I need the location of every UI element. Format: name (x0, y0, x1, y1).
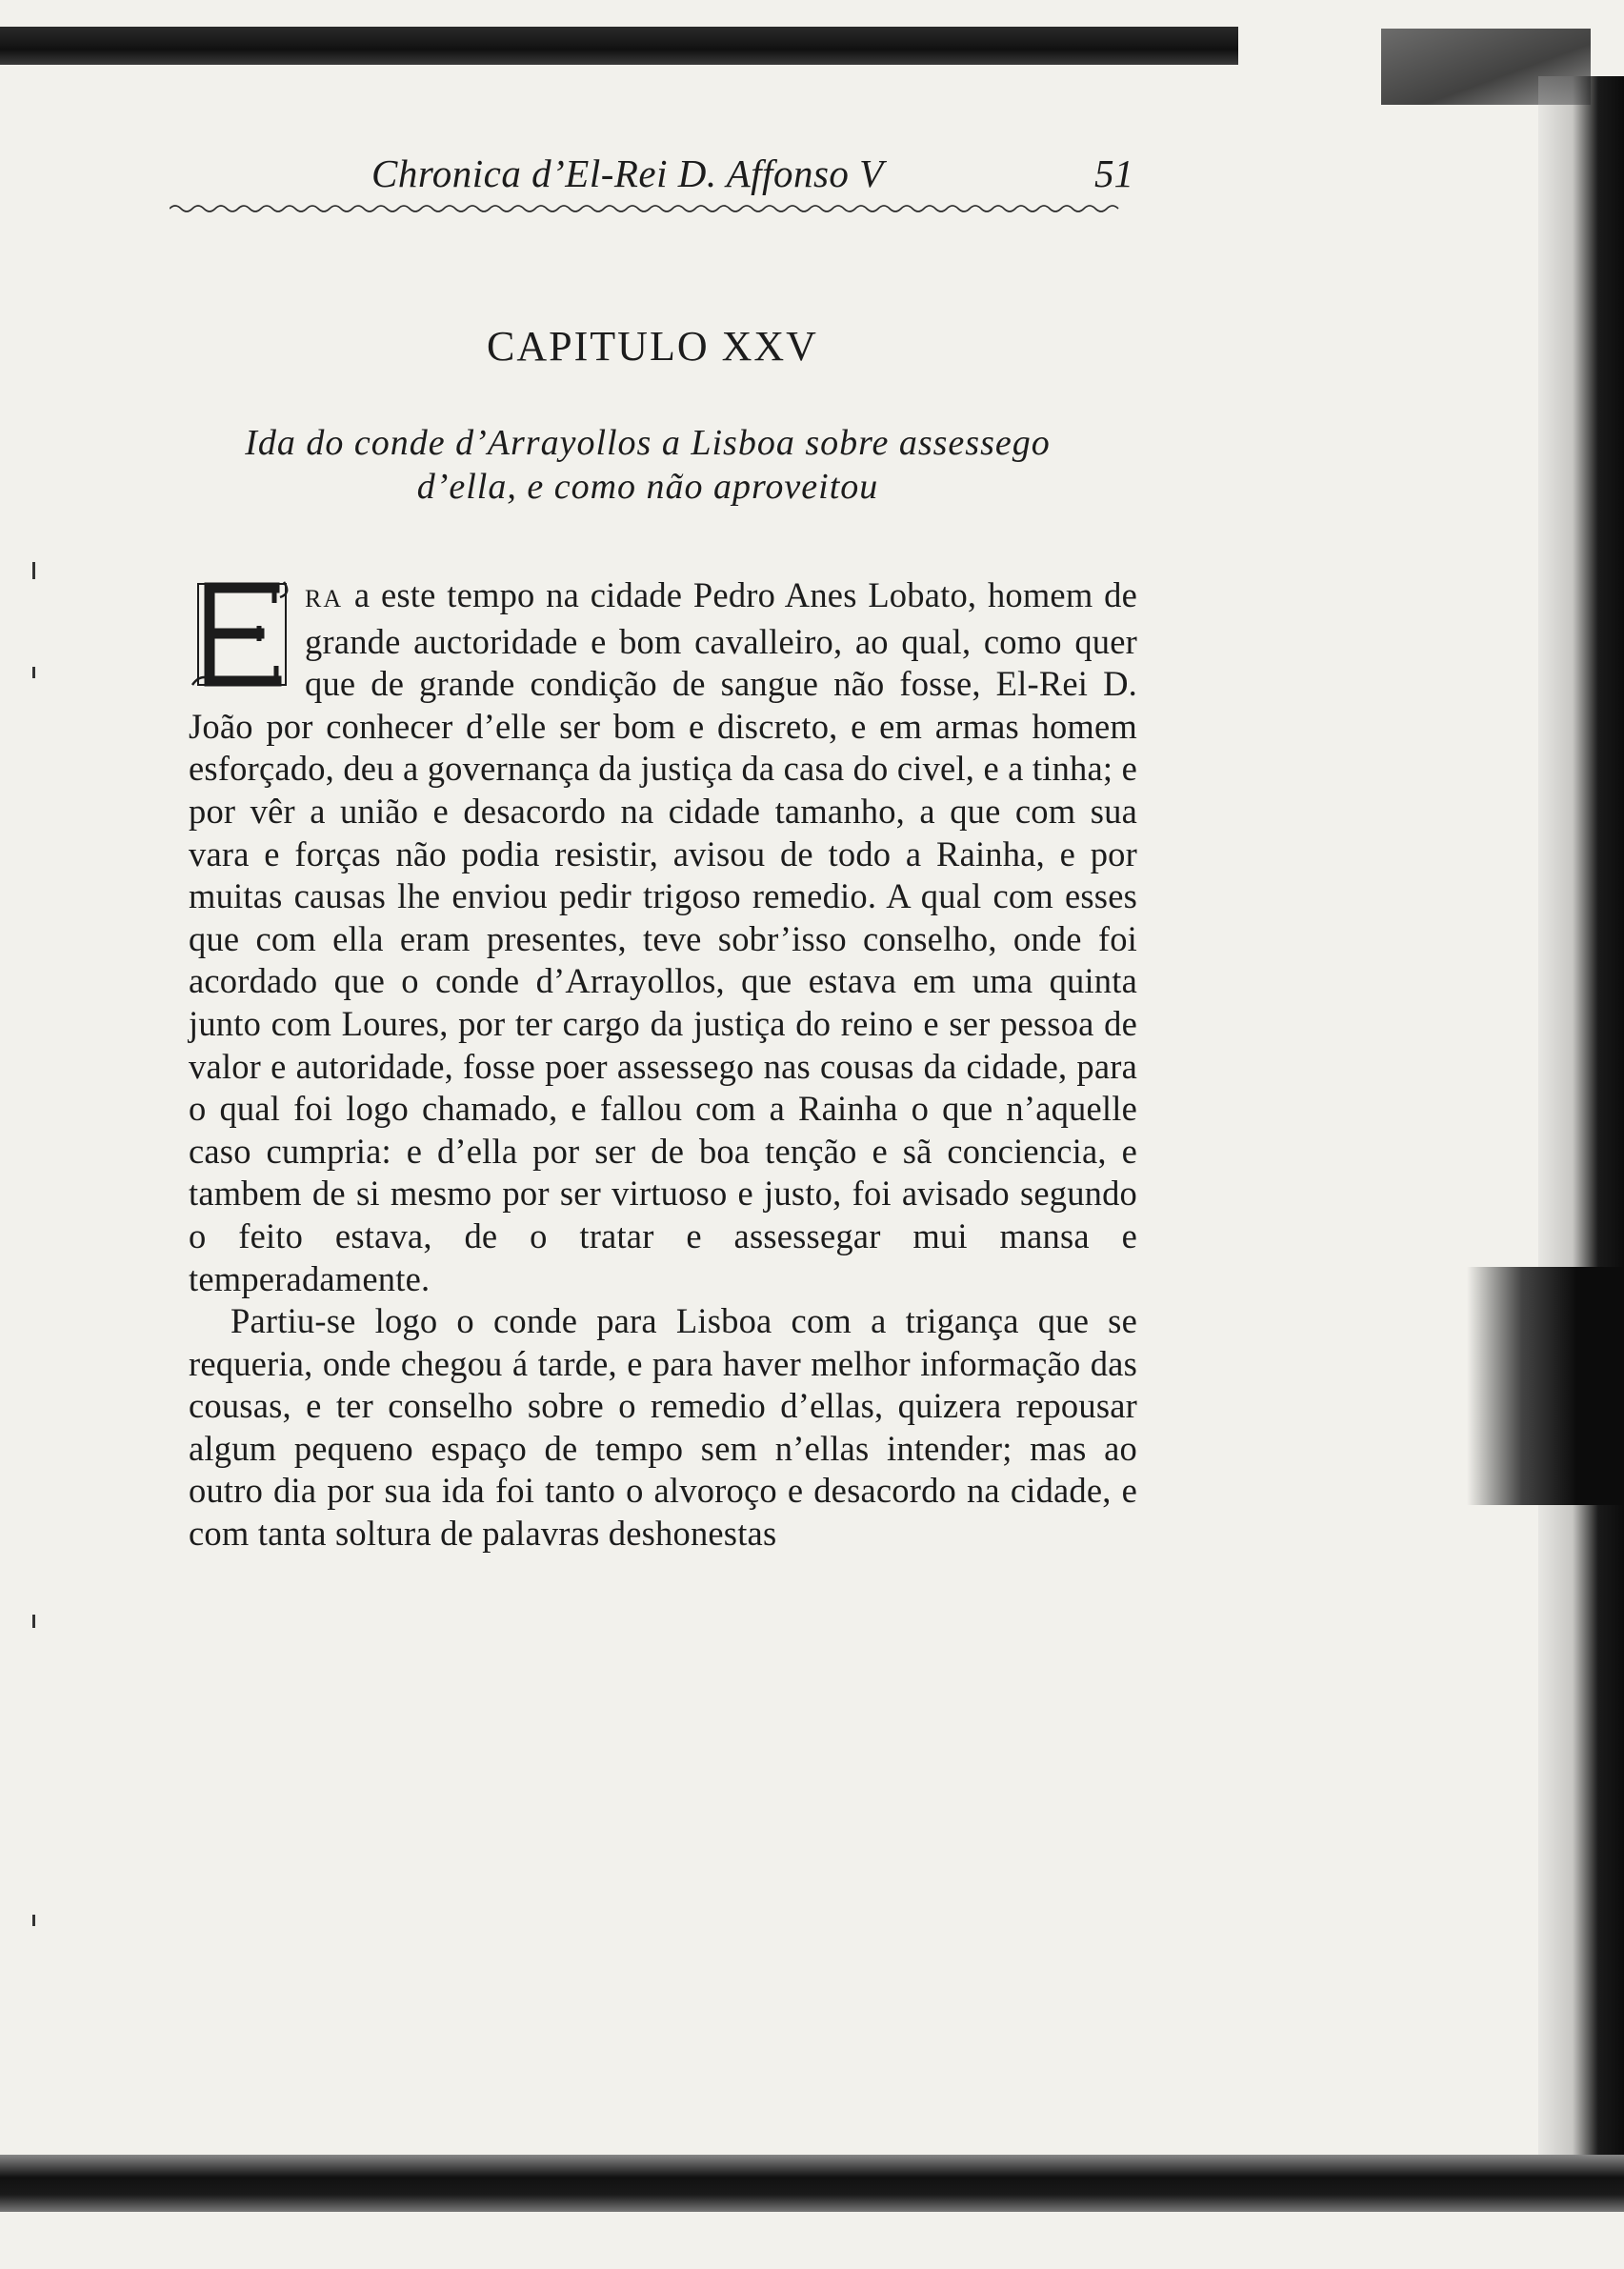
gutter-mark (32, 667, 35, 678)
scan-edge-bottom (0, 2155, 1624, 2212)
scan-shadow-right (1467, 1267, 1624, 1505)
dropcap-letter: E (242, 645, 243, 646)
wavy-rule (170, 202, 1127, 215)
running-head-title: Chronica d’El-Rei D. Affonso V (371, 151, 884, 195)
dropcap-e-icon (189, 578, 295, 691)
chapter-subtitle-line: Ida do conde d’Arrayollos a Lisboa sobre assessego (245, 423, 1051, 463)
scan-edge-right (1538, 76, 1624, 2191)
page-margin-bottom (0, 2212, 1624, 2269)
chapter-subtitle (162, 421, 1133, 509)
first-word-rest: RA (305, 585, 344, 612)
scan-edge-top (0, 27, 1238, 65)
running-head (371, 151, 1133, 198)
gutter-mark (32, 562, 35, 579)
page-number: 51 (1094, 151, 1133, 195)
body-text (189, 574, 1137, 1556)
chapter-subtitle-line: d’ella, e como não aproveitou (416, 467, 879, 507)
paragraph (189, 574, 1137, 1300)
paragraph-1-text: a este tempo na cidade Pedro Anes Lobato, homem de grande auctoridade e bom cavalleiro, ao qual, como quer que de grande condição de sangue não fosse, El-Rei D. João por conhecer d’elle ser bom e discreto, e em armas homem esforçado, deu a governança da justiça da casa do civel, e a tinha; e por vêr a união e desacordo na cidade tamanho, a que com sua vara e forças não podia resistir, avisou de todo a Rainha, e por muitas causas lhe enviou pedir trigoso remedio. A qual com esses que com ella eram presentes, teve sobr’isso conselho, onde foi acordado que o conde d’Arrayollos, que estava em uma quinta junto com Loures, por ter cargo da justiça do reino e ser pessoa de valor e autoridade, fosse poer assessego nas cousas da cidade, para o qual foi logo chamado, e fallou com a Rainha o que n’aquelle caso cumpria: e d’ella por ser de boa tenção e sã conciencia, e tambem de si mesmo por ser virtuoso e justo, foi avisado segundo o feito estava, de o tratar e assessegar mui mansa e temperadamente. (189, 575, 1137, 1298)
gutter-mark (32, 1615, 35, 1628)
paragraph: Partiu-se logo o conde para Lisboa com a trigança que se requeria, onde chegou á tarde, e para haver melhor informação das cousas, e ter conselho sobre o remedio d’ellas, quizera repousar algum pequeno espaço de tempo sem n’ellas intender; mas ao outro dia por sua ida foi tanto o alvoroço e desacordo na cidade, e com tanta soltura de palavras deshonestas (189, 1301, 1137, 1554)
dropcap (189, 578, 295, 691)
gutter-mark (32, 1915, 35, 1926)
chapter-title: CAPITULO XXV (487, 323, 818, 370)
